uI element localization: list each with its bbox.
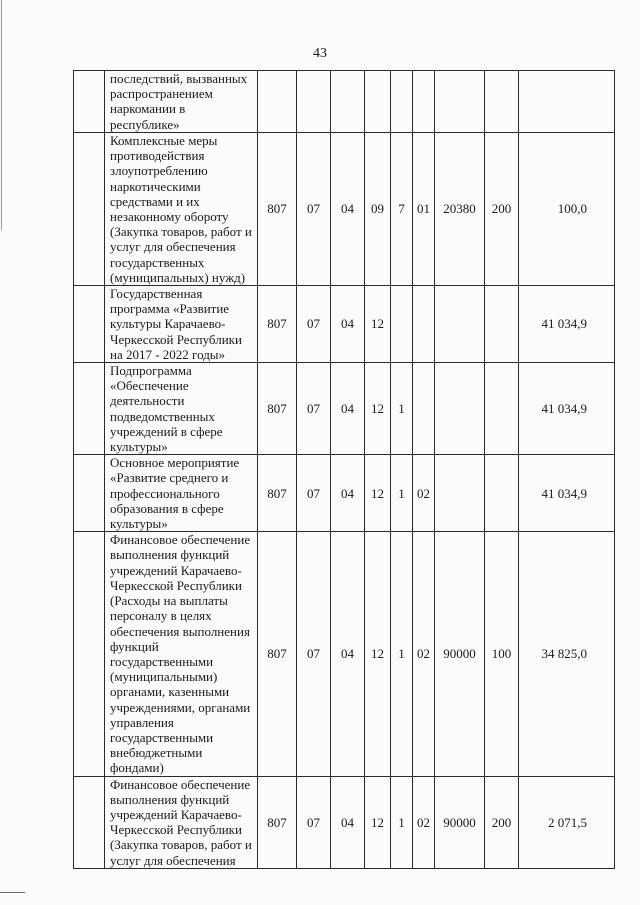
expense-type-cell: [485, 71, 519, 133]
program-code-cell: 12: [365, 532, 391, 776]
subprogram-code-cell: 1: [391, 455, 413, 532]
amount-cell: 41 034,9: [519, 286, 615, 363]
subsection-cell: 04: [331, 286, 365, 363]
subsection-cell: 04: [331, 363, 365, 455]
expense-type-cell: 100: [485, 532, 519, 776]
program-code-cell: 12: [365, 286, 391, 363]
program-code-cell: 12: [365, 776, 391, 868]
direction-code-cell: 20380: [435, 133, 485, 286]
row-number-cell: [74, 363, 105, 455]
section-cell: 07: [297, 363, 331, 455]
subprogram-code-cell: [391, 71, 413, 133]
activity-code-cell: [413, 71, 435, 133]
activity-code-cell: [413, 286, 435, 363]
amount-cell: 100,0: [519, 133, 615, 286]
table-row: [74, 71, 615, 133]
section-cell: 07: [297, 455, 331, 532]
amount-cell: 34 825,0: [519, 532, 615, 776]
section-cell: 07: [297, 286, 331, 363]
activity-code-cell: 02: [413, 532, 435, 776]
description-cell: Комплексные меры противодействия злоупотреблению наркотическими средствами и их незаконному обороту (Закупка товаров, работ и услуг для обеспечения государственных (муниципальных) нужд): [105, 133, 258, 286]
amount-cell: 41 034,9: [519, 363, 615, 455]
subsection-cell: 04: [331, 455, 365, 532]
subsection-cell: 04: [331, 776, 365, 868]
description-cell: Подпрограмма «Обеспечение деятельности подведомственных учреждений в сфере культуры»: [105, 363, 258, 455]
row-number-cell: [74, 286, 105, 363]
row-number-cell: [74, 133, 105, 286]
activity-code-cell: 02: [413, 455, 435, 532]
program-code-cell: 12: [365, 363, 391, 455]
section-cell: 07: [297, 133, 331, 286]
ved-cell: 807: [258, 286, 297, 363]
description-cell: Основное мероприятие «Развитие среднего и профессионального образования в сфере культуры»: [105, 455, 258, 532]
subsection-cell: [331, 71, 365, 133]
expense-type-cell: [485, 363, 519, 455]
page-number: 43: [313, 46, 327, 61]
amount-cell: 41 034,9: [519, 455, 615, 532]
ved-cell: [258, 71, 297, 133]
program-code-cell: 09: [365, 133, 391, 286]
description-cell: Финансовое обеспечение выполнения функций учреждений Карачаево-Черкесской Республики (Закупка товаров, работ и услуг для обеспечения: [105, 776, 258, 868]
table-row: [74, 286, 615, 363]
subsection-cell: 04: [331, 532, 365, 776]
direction-code-cell: 90000: [435, 776, 485, 868]
amount-cell: [519, 71, 615, 133]
row-number-cell: [74, 455, 105, 532]
table-row: [74, 776, 615, 868]
subprogram-code-cell: [391, 286, 413, 363]
row-number-cell: [74, 532, 105, 776]
section-cell: 07: [297, 776, 331, 868]
ved-cell: 807: [258, 532, 297, 776]
section-cell: 07: [297, 532, 331, 776]
ved-cell: 807: [258, 776, 297, 868]
expense-type-cell: 200: [485, 133, 519, 286]
activity-code-cell: [413, 363, 435, 455]
description-cell: последствий, вызванных распространением наркомании в республике»: [105, 71, 258, 133]
expense-type-cell: 200: [485, 776, 519, 868]
program-code-cell: 12: [365, 455, 391, 532]
subprogram-code-cell: 7: [391, 133, 413, 286]
amount-cell: 2 071,5: [519, 776, 615, 868]
subsection-cell: 04: [331, 133, 365, 286]
subprogram-code-cell: 1: [391, 532, 413, 776]
direction-code-cell: [435, 455, 485, 532]
activity-code-cell: 02: [413, 776, 435, 868]
description-cell: Государственная программа «Развитие культуры Карачаево-Черкесской Республики на 2017 - 2022 годы»: [105, 286, 258, 363]
subprogram-code-cell: 1: [391, 363, 413, 455]
table-row: [74, 532, 615, 776]
row-number-cell: [74, 71, 105, 133]
budget-table: [73, 70, 615, 869]
expense-type-cell: [485, 286, 519, 363]
direction-code-cell: 90000: [435, 532, 485, 776]
table-row: [74, 455, 615, 532]
program-code-cell: [365, 71, 391, 133]
scan-corner-mark: [0, 892, 25, 893]
ved-cell: 807: [258, 133, 297, 286]
table-row: [74, 133, 615, 286]
direction-code-cell: [435, 71, 485, 133]
activity-code-cell: 01: [413, 133, 435, 286]
subprogram-code-cell: 1: [391, 776, 413, 868]
direction-code-cell: [435, 363, 485, 455]
ved-cell: 807: [258, 363, 297, 455]
scan-margin-line: [1, 0, 2, 230]
description-cell: Финансовое обеспечение выполнения функций учреждений Карачаево-Черкесской Республики (Расходы на выплаты персоналу в целях обеспечения выполнения функций государственными (муниципальными) органами, казенными учреждениями, органами управления государственными внебюджетными фондами): [105, 532, 258, 776]
ved-cell: 807: [258, 455, 297, 532]
expense-type-cell: [485, 455, 519, 532]
direction-code-cell: [435, 286, 485, 363]
section-cell: [297, 71, 331, 133]
table-row: [74, 363, 615, 455]
row-number-cell: [74, 776, 105, 868]
